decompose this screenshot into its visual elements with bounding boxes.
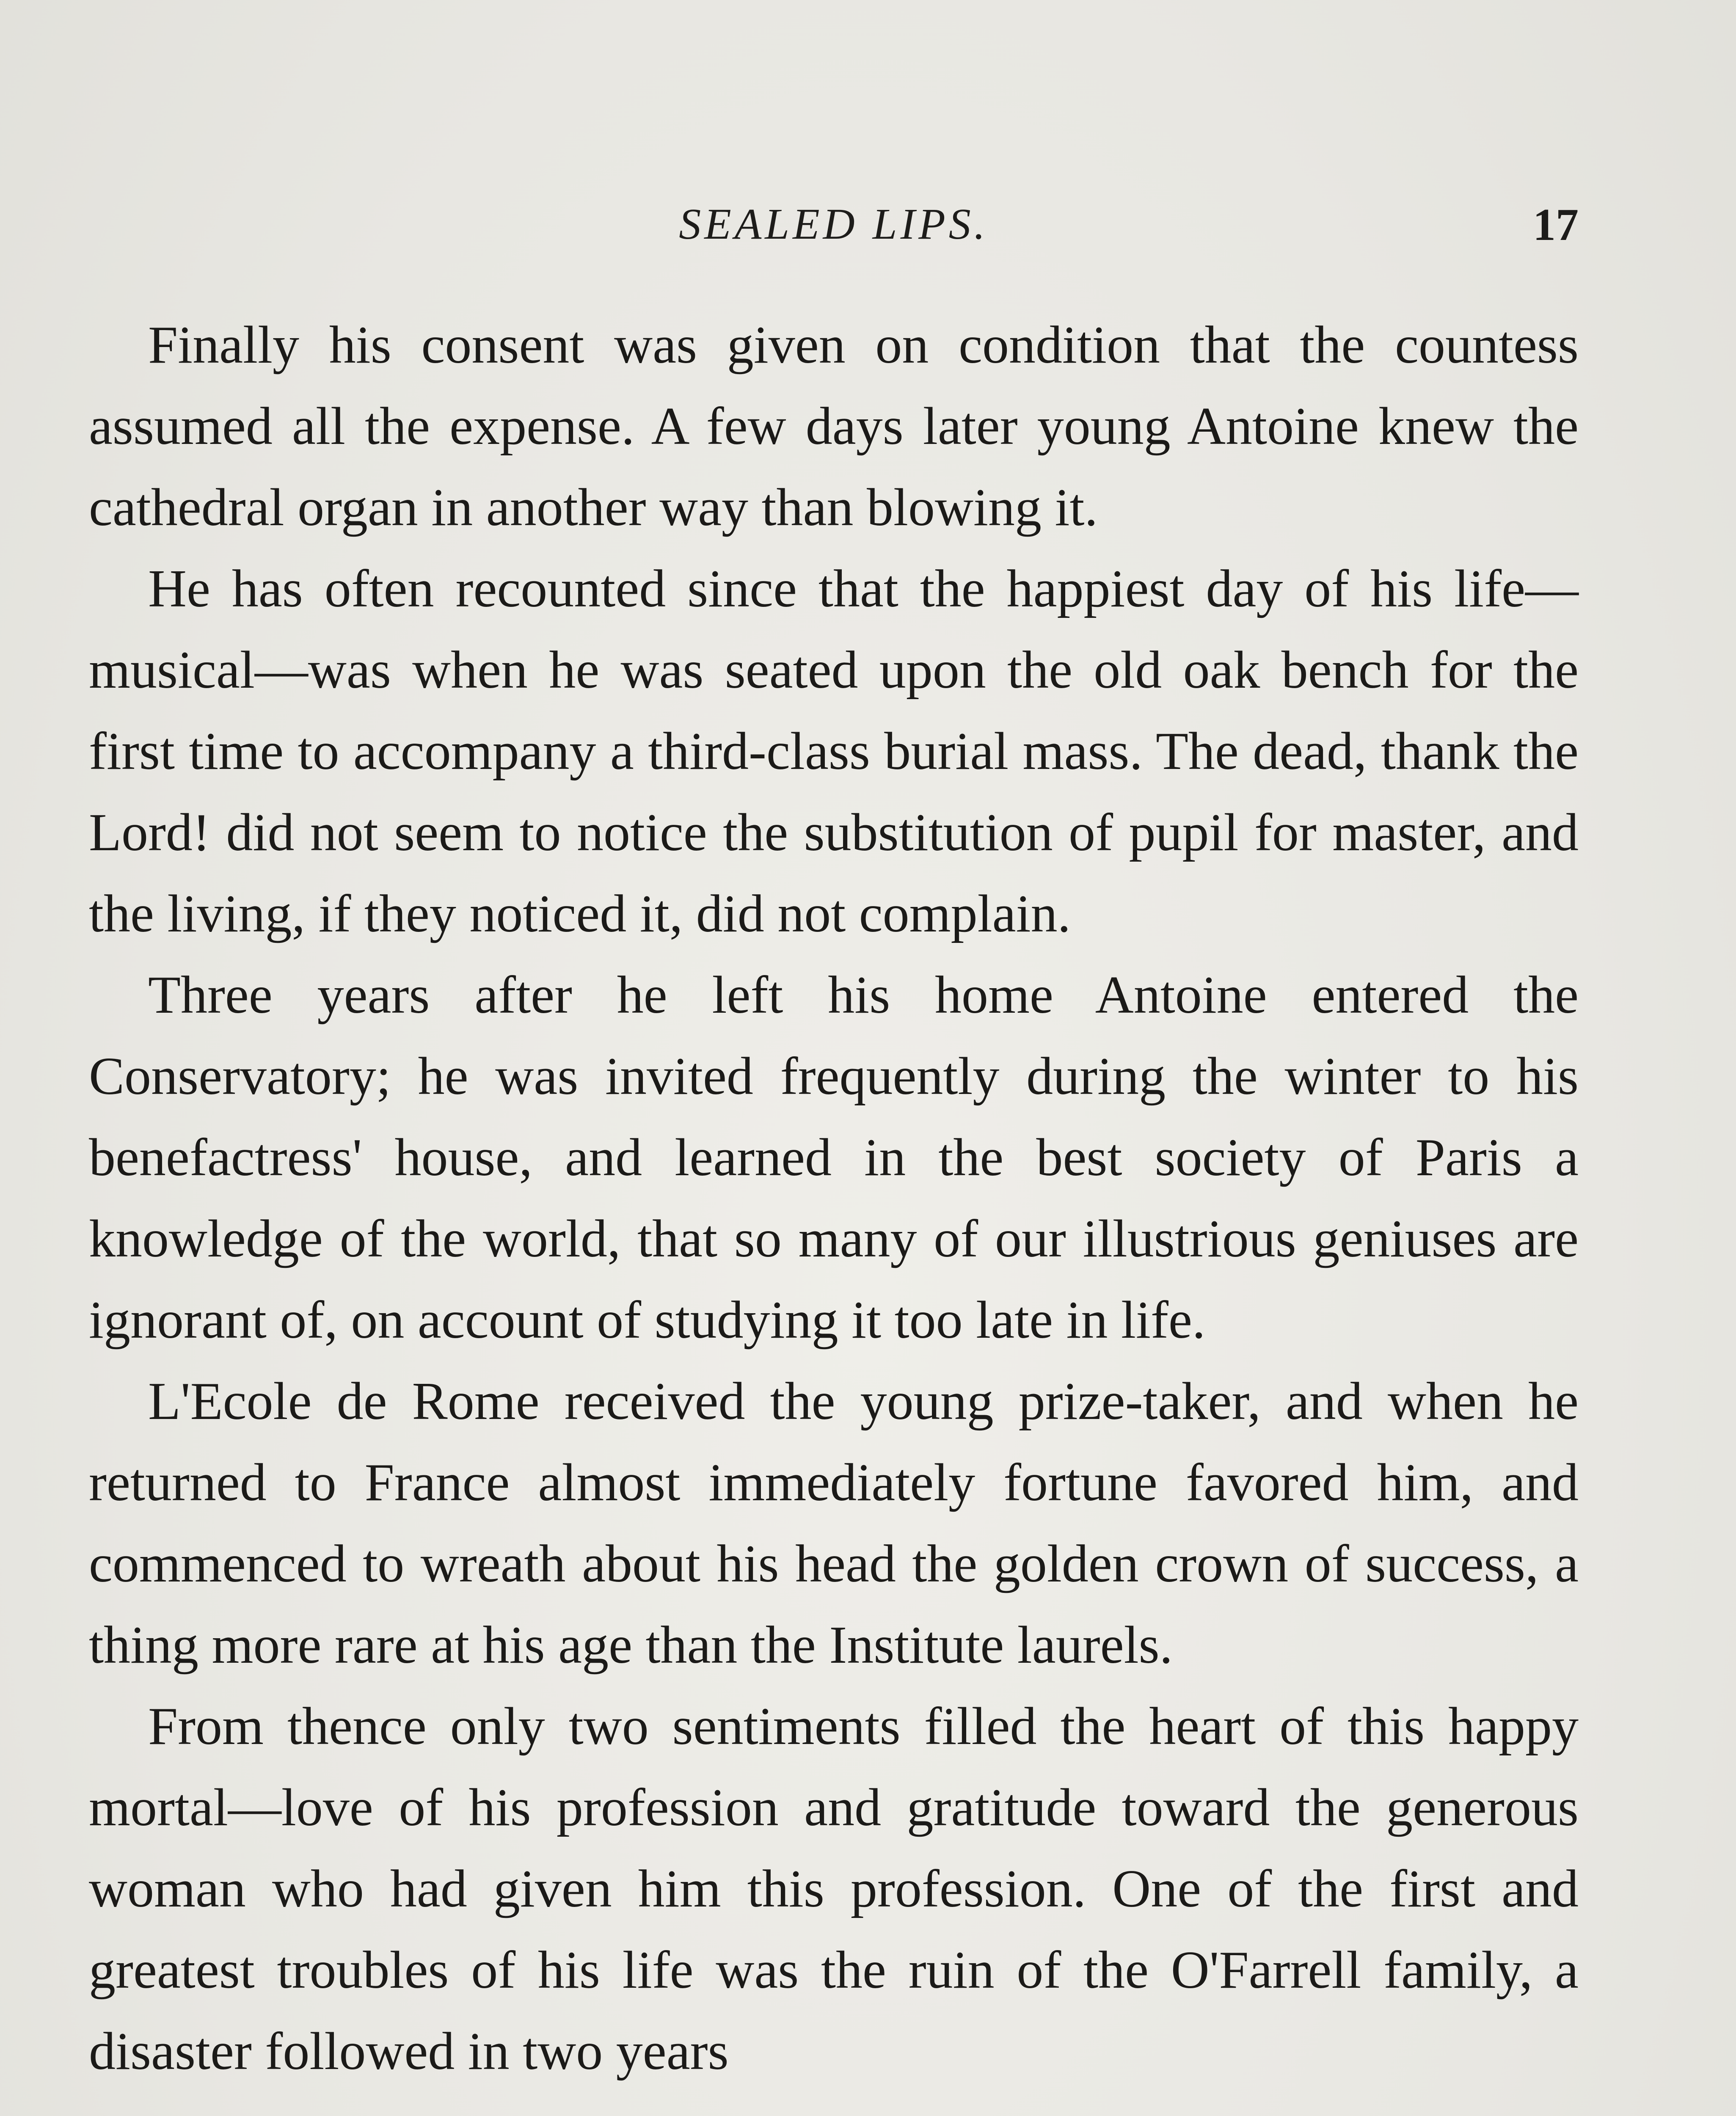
page-header <box>89 199 1579 267</box>
running-head: SEALED LIPS. <box>679 200 989 248</box>
paragraph-4: L'Ecole de Rome received the young prize-taker, and when he returned to France almost immediately fortune favored him, and commenced to wreath about his head the golden crown of success, a thing more rare at his age than the Institute laurels. <box>89 1372 1579 1675</box>
paragraph-1: Finally his consent was given on condition that the countess assumed all the expense. A few days later young Antoine knew the cathedral organ in another way than blowing it. <box>89 316 1579 537</box>
paragraph-5: From thence only two sentiments filled the heart of this happy mortal—love of his profession and gratitude toward the generous woman who had given him this profession. One of the first and greatest troubles of his life was the ruin of the O'Farrell family, a disaster followed in two years <box>89 1697 1579 2081</box>
paragraph-3: Three years after he left his home Antoine entered the Conservatory; he was invited frequently during the winter to his benefactress' house, and learned in the best society of Paris a knowledge of the world, that so many of our illustrious geniuses are ignorant of, on account of studying it too late in life. <box>89 966 1579 1350</box>
body-text <box>89 305 1579 2092</box>
paragraph-2: He has often recounted since that the happiest day of his life—musical—was when he was seated upon the old oak bench for the first time to accompany a third-class burial mass. The dead, thank the Lord! did not seem to notice the substitution of pupil for master, and the living, if they noticed it, did not complain. <box>89 559 1579 943</box>
page-number: 17 <box>1533 200 1579 250</box>
